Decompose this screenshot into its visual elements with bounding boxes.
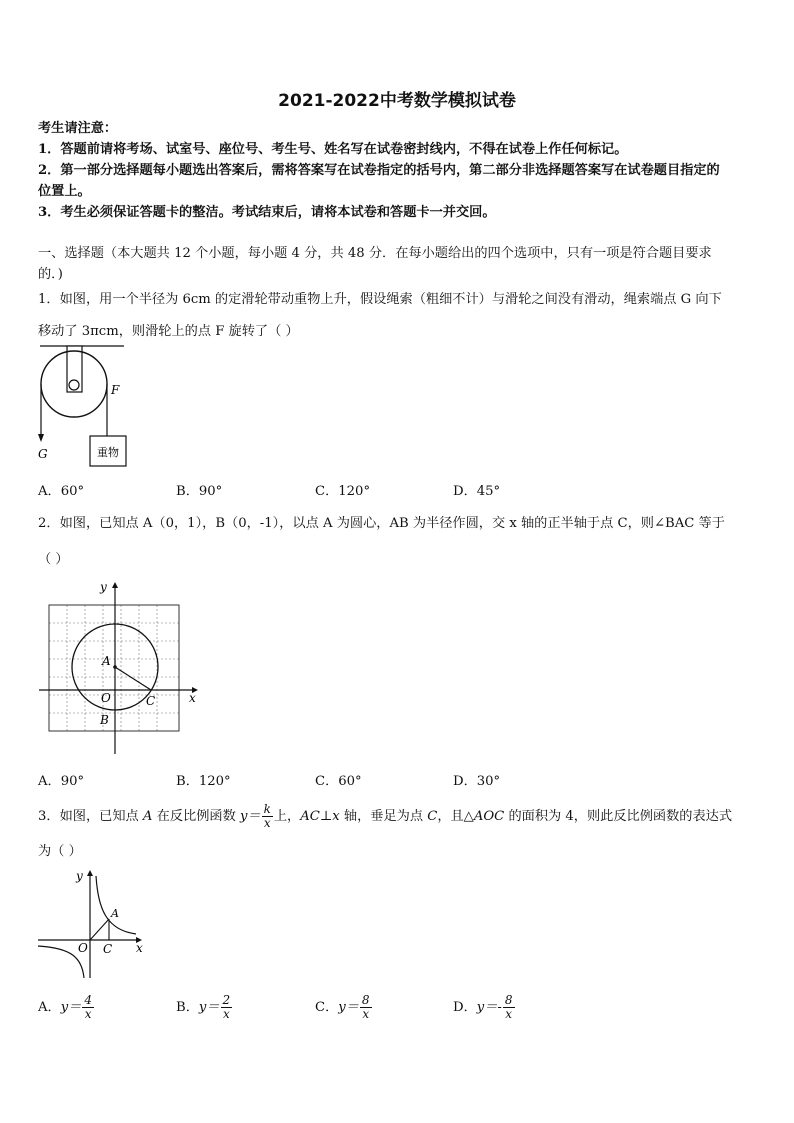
segment-OA <box>90 919 109 940</box>
option-fraction <box>82 994 94 1021</box>
weight-label: 重物 <box>97 446 119 459</box>
q1-pulley-figure <box>34 344 130 470</box>
notice-heading: 考生请注意： <box>38 121 118 136</box>
q1-text-cont: 移动了 3πcm，则滑轮上的点 F 旋转了（ ） <box>38 324 299 339</box>
q3-text-part: 3．如图，已知点 <box>38 809 143 824</box>
q1-option-d: D．45° <box>453 484 501 499</box>
q3-option-b <box>176 994 233 1021</box>
label-G: G <box>38 447 48 461</box>
q2-option-a: A．90° <box>38 774 85 789</box>
q3-text-part: 轴，垂足为点 <box>339 809 428 824</box>
label-O: O <box>78 941 88 955</box>
label-y: y <box>100 580 107 594</box>
option-label: A． <box>38 1000 61 1015</box>
option-y-eq: y＝- <box>476 1000 502 1015</box>
q2-option-c: C．60° <box>315 774 362 789</box>
q2-circle-figure <box>36 578 202 754</box>
q3-point-c: C <box>427 809 438 824</box>
frac-num: 8 <box>504 993 513 1007</box>
label-O: O <box>101 691 111 705</box>
option-label: C． <box>315 1000 339 1015</box>
q3-ac-perp: AC⊥x <box>300 809 340 824</box>
notice-item-3: 3．考生必须保证答题卡的整洁。考试结束后，请将本试卷和答题卡一并交回。 <box>38 205 496 220</box>
q3-point-a: A <box>142 809 153 824</box>
frac-den: x <box>362 1007 370 1021</box>
frac-den: x <box>222 1007 230 1021</box>
q3-text-part: 上， <box>273 809 301 824</box>
option-y-eq: y＝ <box>198 1000 220 1015</box>
q3-triangle-aoc: AOC <box>473 809 505 824</box>
notice-item-2-cont: 位置上。 <box>38 184 91 199</box>
option-fraction <box>360 994 372 1021</box>
q1-option-a: A．60° <box>38 484 85 499</box>
frac-den: x <box>263 816 271 830</box>
pulley-axle <box>69 380 79 390</box>
hyperbola-branch-1 <box>96 876 136 934</box>
q3-option-c <box>315 994 373 1021</box>
label-B: B <box>100 713 109 727</box>
option-y-eq: y＝ <box>60 1000 82 1015</box>
frac-den: x <box>84 1007 92 1021</box>
q3-text-part: ，且△ <box>437 809 474 824</box>
frac-den: x <box>505 1007 513 1021</box>
label-A: A <box>111 907 119 920</box>
q1-option-c: C．120° <box>315 484 371 499</box>
label-A: A <box>102 654 111 668</box>
q3-k-over-x <box>262 803 273 830</box>
page-title: 2021-2022中考数学模拟试卷 <box>278 91 516 111</box>
label-x: x <box>189 691 196 705</box>
q3-option-a <box>38 994 95 1021</box>
notice-item-2: 2．第一部分选择题每小题选出答案后，需将答案写在试卷指定的括号内，第二部分非选择题答案写在试卷题目指定的 <box>38 163 720 178</box>
q2-option-d: D．30° <box>453 774 501 789</box>
label-C: C <box>103 942 113 956</box>
q3-text-part: 在反比例函数 <box>152 809 240 824</box>
label-C: C <box>146 694 156 708</box>
option-fraction <box>503 994 515 1021</box>
q3-hyperbola-figure <box>36 868 148 980</box>
label-x: x <box>136 941 143 955</box>
label-y: y <box>76 869 83 883</box>
q3-y-eq: y＝ <box>239 809 261 824</box>
option-fraction <box>221 994 233 1021</box>
q3-text-cont: 为（ ） <box>38 844 82 859</box>
frac-num: 2 <box>222 993 231 1007</box>
segment-AC <box>115 667 151 690</box>
q3-option-d <box>453 994 516 1021</box>
arrow-down <box>38 434 44 442</box>
q1-text: 1．如图，用一个半径为 6cm 的定滑轮带动重物上升，假设绳索（粗细不计）与滑轮之间没有滑动，绳索端点 G 向下 <box>38 292 722 307</box>
option-label: B． <box>176 1000 199 1015</box>
q3-text <box>38 803 732 830</box>
label-F: F <box>111 383 120 397</box>
section-header-cont: 的．) <box>38 267 63 282</box>
frac-num: 4 <box>84 993 92 1007</box>
q1-option-b: B．90° <box>176 484 223 499</box>
q2-text-cont: （ ） <box>38 552 69 567</box>
option-y-eq: y＝ <box>338 1000 359 1015</box>
frac-num: k <box>263 802 271 816</box>
q3-text-part: 的面积为 4，则此反比例函数的表达式 <box>504 809 733 824</box>
notice-item-1: 1．答题前请将考场、试室号、座位号、考生号、姓名写在试卷密封线内，不得在试卷上作任何标记。 <box>38 142 628 157</box>
option-label: D． <box>453 1000 477 1015</box>
q2-option-b: B．120° <box>176 774 231 789</box>
frac-num: 8 <box>361 993 370 1007</box>
q2-text: 2．如图，已知点 A（0，1），B（0，-1），以点 A 为圆心，AB 为半径作圆，交 x 轴的正半轴于点 C，则∠BAC 等于 <box>38 516 725 531</box>
section-header: 一、选择题（本大题共 12 个小题，每小题 4 分，共 48 分．在每小题给出的四个选项中，只有一项是符合题目要求 <box>38 246 712 261</box>
